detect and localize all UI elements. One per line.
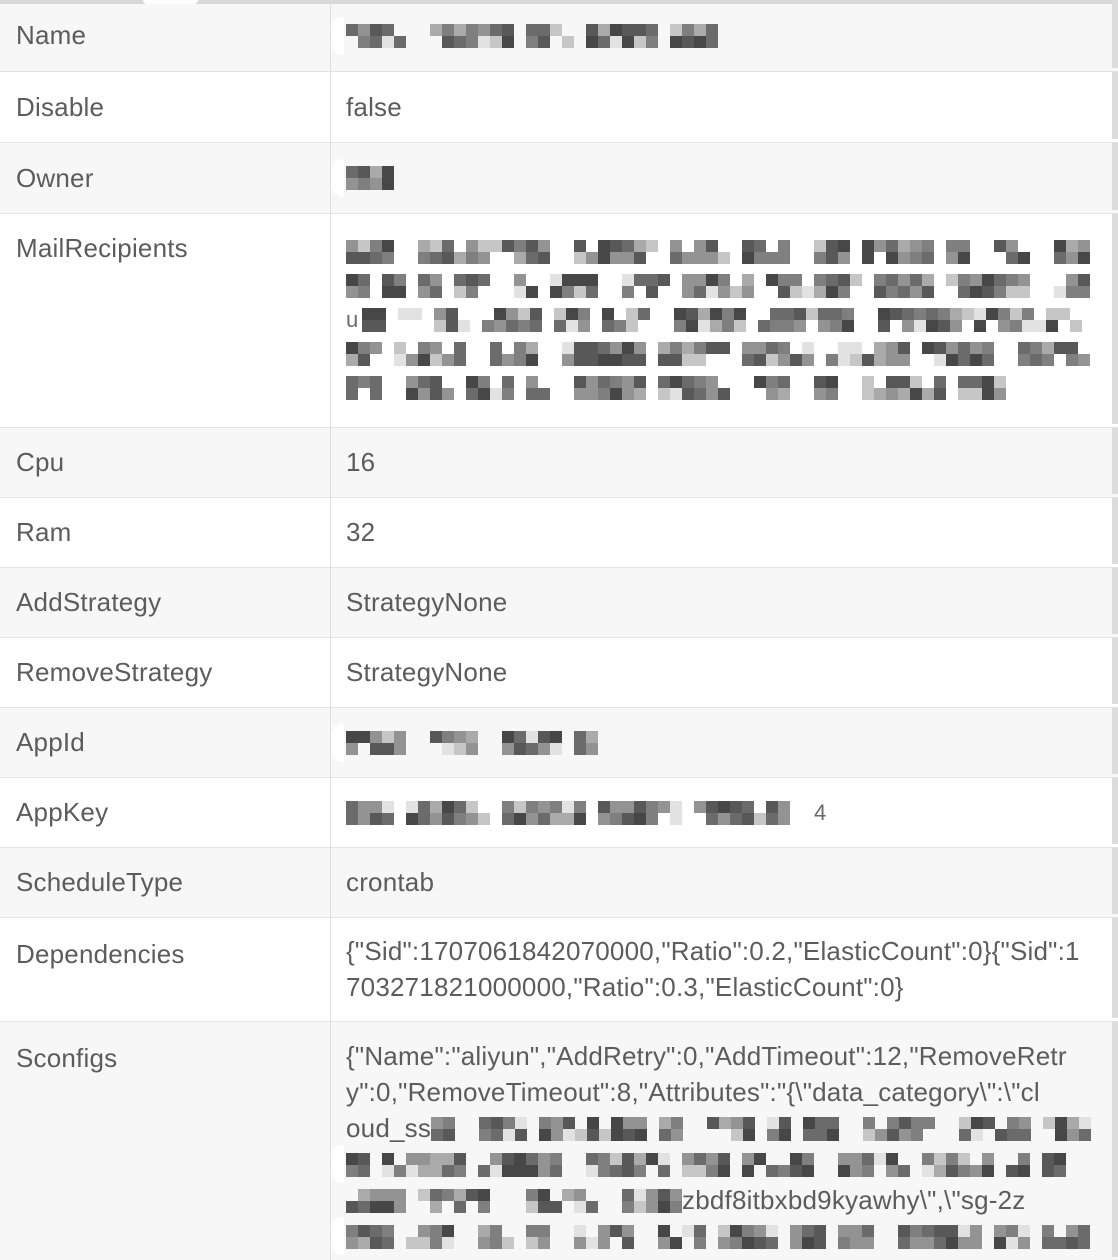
row-value — [331, 638, 1118, 707]
row-label: Disable — [0, 72, 331, 142]
table-row-mailrecipients — [0, 214, 1118, 428]
row-value — [331, 143, 1118, 213]
redacted-line — [346, 1182, 1102, 1218]
redacted-value — [346, 376, 1014, 400]
value-text-line: y":0,"RemoveTimeout":8,"Attributes":"{\"data_category\":\"cl — [346, 1077, 1040, 1107]
value-text-line: 703271821000000,"Ratio":0.3,"ElasticCount":0} — [346, 972, 904, 1002]
table-row-appid — [0, 708, 1118, 778]
row-value — [331, 214, 1118, 427]
row-label: Sconfigs — [0, 1022, 331, 1260]
row-label: Owner — [0, 143, 331, 213]
redacted-line — [346, 240, 1102, 274]
value-text: StrategyNone — [346, 587, 508, 617]
table-row-addstrategy — [0, 568, 1118, 638]
table-row-appkey — [0, 778, 1118, 848]
row-label: Cpu — [0, 428, 331, 497]
row-label: MailRecipients — [0, 214, 331, 427]
redacted-value — [346, 166, 398, 190]
redaction-cap — [331, 1217, 344, 1255]
table-row-cpu — [0, 428, 1118, 498]
value-text: crontab — [346, 867, 435, 897]
value-text: 16 — [346, 447, 376, 477]
visible-fragment: u — [346, 307, 359, 332]
redacted-line — [346, 308, 1102, 342]
redaction-cap — [331, 794, 344, 832]
row-label: AppKey — [0, 778, 331, 847]
row-value — [331, 0, 1118, 71]
row-value — [331, 428, 1118, 497]
row-value — [331, 498, 1118, 567]
visible-fragment: 4 — [814, 799, 827, 825]
top-edge-pill — [143, 0, 198, 4]
row-label: AppId — [0, 708, 331, 777]
redacted-line — [346, 1218, 1102, 1254]
redacted-line — [346, 342, 1102, 376]
redaction-cap — [331, 159, 344, 197]
redacted-value — [346, 731, 598, 755]
row-value — [331, 848, 1118, 917]
row-value — [331, 72, 1118, 142]
row-label: ScheduleType — [0, 848, 331, 917]
visible-fragment: oud_ss — [346, 1113, 432, 1143]
redacted-value — [346, 801, 808, 825]
redacted-value — [346, 1153, 1094, 1177]
redacted-value — [346, 1189, 682, 1213]
redacted-value — [346, 274, 1094, 298]
redacted-line — [346, 376, 1102, 410]
row-value — [331, 918, 1118, 1021]
redaction-cap — [331, 724, 344, 762]
row-label: Name — [0, 0, 331, 71]
table-row-disable — [0, 72, 1118, 143]
redaction-cap — [331, 17, 344, 55]
top-edge-artifact — [0, 0, 1112, 4]
row-value — [331, 1022, 1118, 1260]
redacted-line — [346, 1146, 1102, 1182]
redacted-value — [346, 342, 1094, 366]
table-row-scheduletype — [0, 848, 1118, 918]
table-row-owner — [0, 143, 1118, 214]
value-text-line — [346, 1110, 1102, 1146]
value-text: false — [346, 91, 402, 122]
table-row-sconfigs — [0, 1022, 1118, 1260]
row-label: RemoveStrategy — [0, 638, 331, 707]
row-value — [331, 568, 1118, 637]
table-row-name — [0, 0, 1118, 72]
row-label: Ram — [0, 498, 331, 567]
redacted-value — [346, 240, 1094, 264]
row-label: Dependencies — [0, 918, 331, 1021]
redaction-cap — [331, 1145, 344, 1183]
table-row-dependencies — [0, 918, 1118, 1022]
redacted-value — [346, 1225, 1094, 1249]
redacted-value — [362, 308, 1092, 332]
redacted-line — [346, 274, 1102, 308]
row-value — [331, 778, 1118, 847]
table-row-removestrategy — [0, 638, 1118, 708]
visible-fragment: zbdf8itbxbd9kyawhy\",\"sg-2z — [682, 1185, 1026, 1215]
row-label: AddStrategy — [0, 568, 331, 637]
row-value — [331, 708, 1118, 777]
redacted-value — [431, 1117, 1091, 1141]
redacted-value — [346, 24, 724, 48]
table-row-ram — [0, 498, 1118, 568]
value-text: StrategyNone — [346, 657, 508, 687]
value-text-line: {"Sid":1707061842070000,"Ratio":0.2,"ElasticCount":0}{"Sid":1 — [346, 936, 1080, 966]
value-text-line: {"Name":"aliyun","AddRetry":0,"AddTimeout":12,"RemoveRetr — [346, 1041, 1067, 1071]
value-text: 32 — [346, 517, 376, 547]
